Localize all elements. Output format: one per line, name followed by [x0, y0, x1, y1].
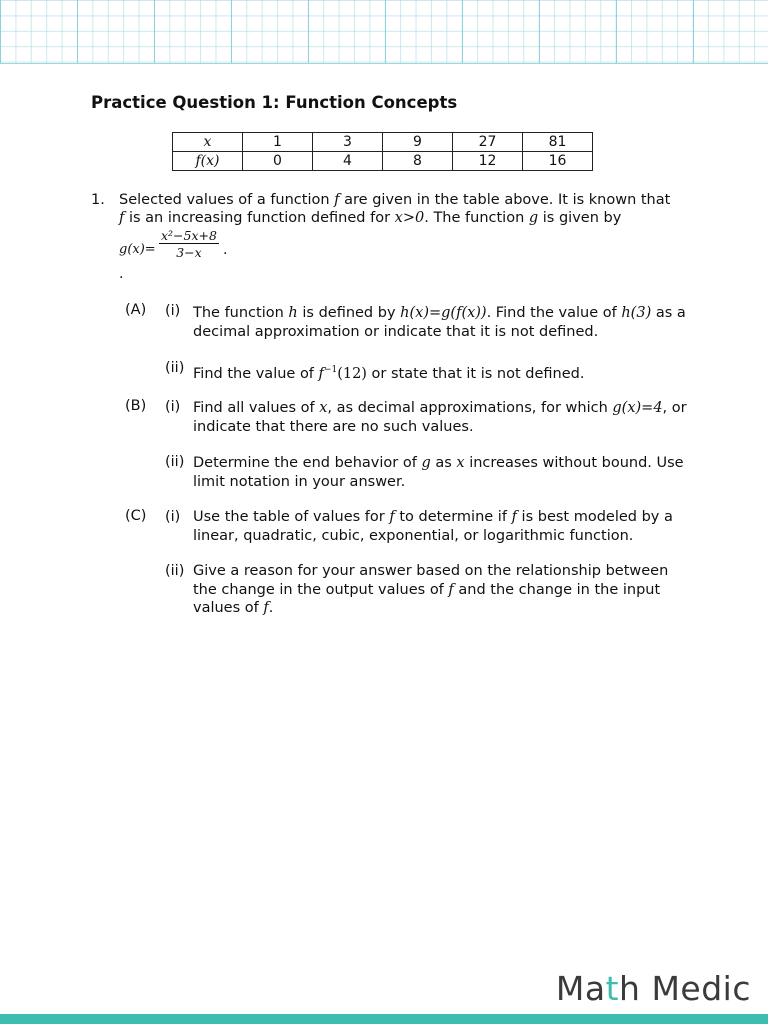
graph-paper-header	[0, 0, 768, 64]
part-a-ii-label: (ii)	[165, 360, 185, 376]
part-a-ii-text: Find the value of $f^{-1}(12)$ or state that it is not defined.	[193, 365, 585, 382]
part-a-label: (A)	[125, 302, 147, 318]
part-b-label: (B)	[125, 398, 147, 414]
table-cell: 27	[453, 133, 523, 152]
g-definition: g(x)= $\frac{\text{x²−5x+8}}{3-x}$ .	[119, 228, 228, 260]
logo-cross-t: t	[605, 969, 620, 1008]
g-denominator: 3−x	[176, 245, 202, 260]
table-cell: 1	[243, 133, 313, 152]
table-cell: 81	[523, 133, 593, 152]
table-cell: 0	[243, 152, 313, 171]
values-table	[172, 132, 593, 171]
table-cell: 3	[313, 133, 383, 152]
part-a-i-label: (i)	[165, 303, 181, 319]
stray-dot: .	[119, 266, 124, 282]
table-cell: 4	[313, 152, 383, 171]
question-intro: Selected values of a function f are given in the table above. It is known that f is an increasing function defined for x>0. The function g is given by g(x)= $\frac{\text{x²−5x+8}}{3-x}$ . .	[119, 191, 679, 261]
table-header-x: x	[173, 133, 243, 152]
part-a-i-text: The function h is defined by h(x)=g(f(x)). Find the value of h(3) as a decimal approximation or indicate that it is not defined.	[193, 305, 686, 340]
table-cell: 12	[453, 152, 523, 171]
part-b-i-text: Find all values of x, as decimal approximations, for which g(x)=4, or indicate that there are no such values.	[193, 400, 687, 435]
g-numerator: x²−5x+8	[161, 228, 217, 243]
part-c-ii-label: (ii)	[165, 563, 185, 579]
part-c-label: (C)	[125, 508, 147, 524]
table-row-x	[173, 133, 593, 152]
part-c-ii-text: Give a reason for your answer based on the relationship between the change in the output values of f and the change in the input values of f.	[193, 563, 669, 616]
g-fraction	[159, 229, 219, 260]
part-b-ii-text: Determine the end behavior of g as x increases without bound. Use limit notation in your answer.	[193, 455, 684, 490]
footer-accent-bar	[0, 1014, 768, 1024]
part-b-ii-label: (ii)	[165, 454, 185, 470]
table-cell: 16	[523, 152, 593, 171]
table-cell: 8	[383, 152, 453, 171]
table-header-fx: f(x)	[173, 152, 243, 171]
part-c-i-label: (i)	[165, 509, 181, 525]
part-b-i-label: (i)	[165, 399, 181, 415]
part-c-i-text: Use the table of values for f to determine if f is best modeled by a linear, quadratic, cubic, exponential, or logarithmic function.	[193, 509, 673, 544]
math-medic-logo: Math Medic	[555, 969, 751, 1008]
table-row-fx	[173, 152, 593, 171]
page-title: Practice Question 1: Function Concepts	[91, 93, 458, 112]
table-cell: 9	[383, 133, 453, 152]
question-number: 1.	[91, 192, 105, 208]
